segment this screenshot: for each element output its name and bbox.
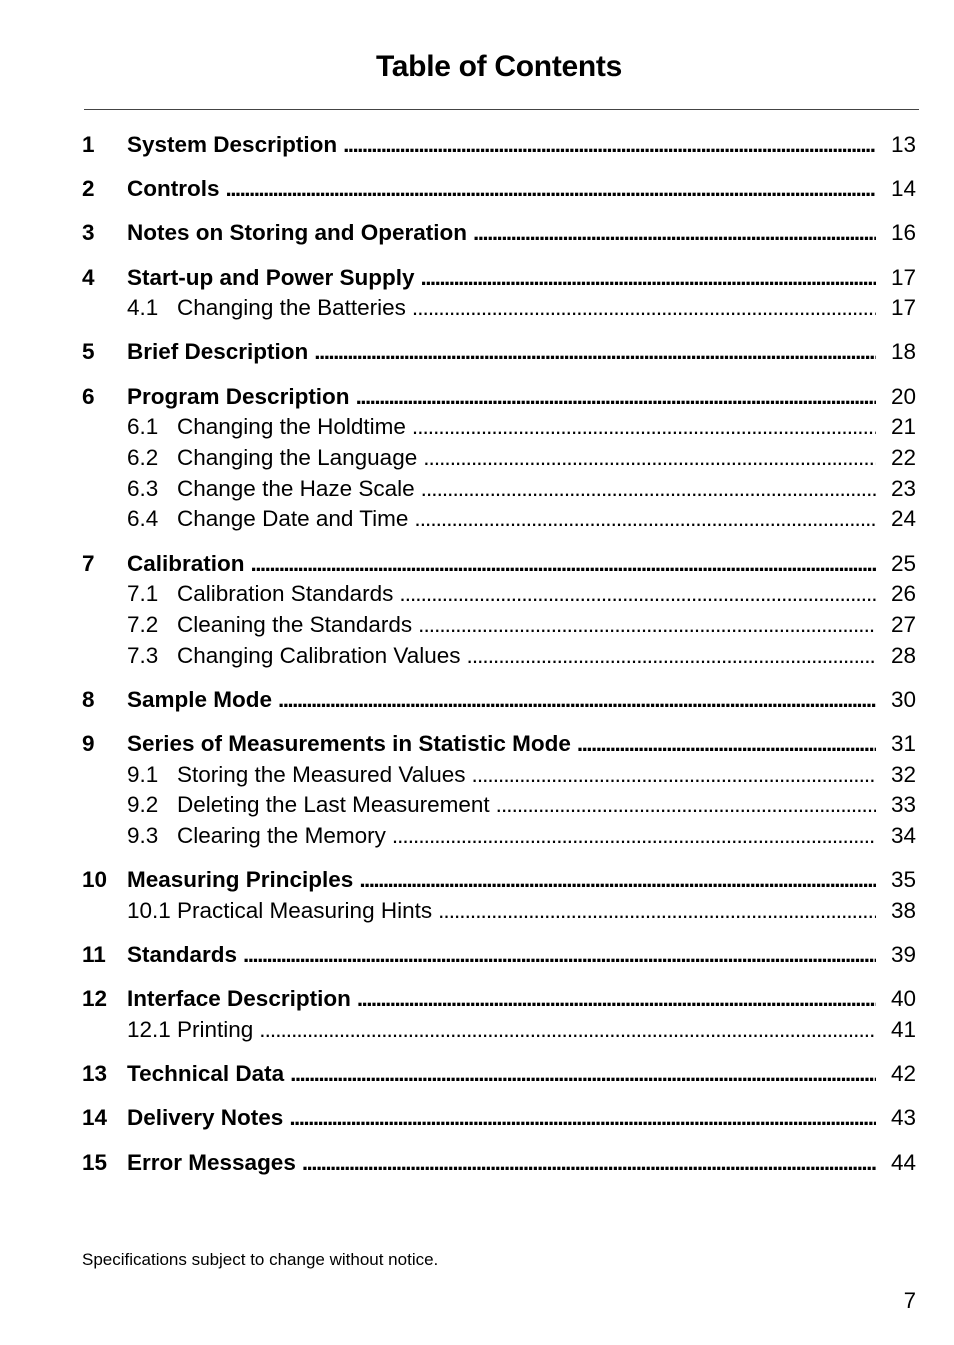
toc-label-wrap [127, 1148, 876, 1179]
toc-entry-section[interactable] [82, 579, 916, 610]
page-title: Table of Contents [375, 50, 622, 83]
toc-entry-chapter[interactable] [82, 263, 916, 294]
dot-leader [359, 865, 876, 896]
toc-entry-title: Start-up and Power Supply [127, 264, 415, 290]
dot-leader [577, 729, 876, 760]
toc-section-number: 6.2 [127, 445, 159, 470]
toc-entry-section[interactable] [82, 293, 916, 324]
toc-entry-chapter[interactable] [82, 1059, 916, 1090]
toc-label-wrap [127, 1059, 876, 1090]
toc-section-number: 7.2 [127, 611, 159, 637]
dot-leader [392, 821, 876, 852]
toc-entry-section[interactable] [82, 412, 916, 443]
toc-entry-chapter[interactable] [82, 729, 916, 760]
toc-chapter-number: 10 [82, 867, 108, 893]
toc-label-wrap [127, 984, 876, 1015]
toc-entry-section[interactable] [82, 790, 916, 821]
toc-entry-title: Error Messages [127, 1149, 296, 1175]
toc-page-number: 27 [890, 611, 916, 637]
dot-leader [259, 1015, 876, 1046]
toc-label-wrap [127, 474, 876, 505]
toc-entry-title: Technical Data [127, 1061, 285, 1087]
toc-section-number: 7.1 [127, 581, 159, 607]
toc-entry-title: Changing the Holdtime [177, 414, 406, 440]
toc-page-number: 33 [890, 792, 916, 818]
dot-leader [421, 263, 876, 294]
toc-page-number: 16 [890, 220, 916, 246]
dot-leader [412, 293, 876, 324]
toc-page-number: 17 [890, 264, 916, 290]
toc-page-number: 25 [890, 550, 916, 576]
toc-chapter-number: 8 [82, 686, 95, 712]
dot-leader [412, 412, 876, 443]
toc-entry-chapter[interactable] [82, 549, 916, 580]
toc-chapter-number: 12 [82, 986, 108, 1012]
toc-label-wrap [127, 641, 876, 672]
toc-page-number: 43 [890, 1105, 916, 1131]
toc-label-wrap [127, 760, 876, 791]
toc-entry-section[interactable] [82, 504, 916, 535]
toc-label-wrap [127, 729, 876, 760]
toc-page-number: 28 [890, 642, 916, 668]
toc-page-number: 21 [890, 414, 916, 440]
toc-chapter-number: 5 [82, 339, 95, 365]
dot-leader [473, 218, 876, 249]
toc-label-wrap [127, 821, 876, 852]
toc-entry-title: Changing Calibration Values [177, 642, 461, 668]
toc-page-number: 42 [890, 1061, 916, 1087]
toc-page-number: 17 [890, 295, 916, 321]
toc-label-wrap [127, 940, 876, 971]
dot-leader [496, 790, 876, 821]
toc-section-number: 9.1 [127, 761, 159, 787]
toc-page-number: 35 [890, 867, 916, 893]
toc-page-number: 30 [890, 686, 916, 712]
dot-leader [314, 337, 876, 368]
toc-entry-chapter[interactable] [82, 174, 916, 205]
toc-page-number: 40 [890, 986, 916, 1012]
toc-entry-section[interactable] [82, 610, 916, 641]
toc-label-wrap [127, 504, 876, 535]
toc-chapter-number: 4 [82, 264, 95, 290]
toc-entry-section[interactable] [82, 474, 916, 505]
toc-entry-title: Cleaning the Standards [177, 611, 413, 637]
toc-page-number: 18 [890, 339, 916, 365]
toc-entry-title: Calibration [127, 550, 245, 576]
toc-label-wrap [127, 1015, 876, 1046]
toc-entry-chapter[interactable] [82, 940, 916, 971]
toc-entry-chapter[interactable] [82, 984, 916, 1015]
toc-page-number: 41 [890, 1017, 916, 1042]
dot-leader [243, 940, 876, 971]
toc-label-wrap [127, 549, 876, 580]
toc-entry-chapter[interactable] [82, 865, 916, 896]
toc-entry-title: Brief Description [127, 339, 309, 365]
toc-page-number: 24 [890, 506, 916, 532]
toc-label-wrap [127, 790, 876, 821]
toc-page-number: 44 [890, 1149, 916, 1175]
toc-entry-section[interactable] [82, 821, 916, 852]
toc-page-number: 38 [890, 897, 916, 923]
toc-entry-chapter[interactable] [82, 337, 916, 368]
toc-label-wrap [127, 1103, 876, 1134]
toc-section-number: 7.3 [127, 642, 159, 668]
toc-entry-section[interactable] [82, 443, 916, 474]
dot-leader [290, 1059, 876, 1090]
toc-entry-section[interactable] [82, 760, 916, 791]
toc-entry-title: Practical Measuring Hints [177, 897, 433, 923]
toc-page-number: 39 [890, 942, 916, 968]
toc-chapter-number: 13 [82, 1061, 108, 1087]
toc-entry-title: Storing the Measured Values [177, 761, 466, 787]
toc-section-number: 9.2 [127, 792, 159, 818]
title-divider [84, 109, 919, 110]
toc-page-number: 34 [890, 823, 916, 849]
toc-entry-title: System Description [127, 132, 338, 157]
toc-entry-title: Calibration Standards [177, 581, 394, 607]
toc-entry-chapter[interactable] [82, 685, 916, 716]
toc-chapter-number: 1 [82, 132, 95, 157]
toc-section-number: 6.1 [127, 414, 159, 440]
toc-chapter-number: 2 [82, 176, 95, 202]
toc-entry-chapter[interactable] [82, 1148, 916, 1179]
toc-chapter-number: 6 [82, 383, 95, 409]
dot-leader [302, 1148, 876, 1179]
toc-label-wrap [127, 579, 876, 610]
toc-entry-title: Change the Haze Scale [177, 475, 415, 501]
toc-page-number: 26 [890, 581, 916, 607]
toc-chapter-number: 11 [82, 942, 106, 968]
toc-label-wrap [127, 382, 876, 413]
toc-entry-title: Program Description [127, 383, 350, 409]
toc-page-number: 20 [890, 383, 916, 409]
toc-entry-chapter[interactable] [82, 218, 916, 249]
dot-leader [226, 174, 877, 205]
toc-page-number: 13 [890, 132, 916, 157]
toc-page-number: 32 [890, 761, 916, 787]
dot-leader [418, 610, 876, 641]
toc-entry-section[interactable] [82, 1015, 916, 1046]
toc-entry-title: Printing [177, 1017, 254, 1042]
toc-label-wrap [127, 130, 876, 161]
dot-leader [357, 984, 876, 1015]
toc-label-wrap [127, 263, 876, 294]
toc-entry-title: Changing the Language [177, 445, 418, 470]
toc-entry-title: Series of Measurements in Statistic Mode [127, 731, 571, 756]
toc-label-wrap [127, 174, 876, 205]
toc-entry-title: Clearing the Memory [177, 823, 386, 849]
toc-label-wrap [127, 337, 876, 368]
dot-leader [289, 1103, 876, 1134]
dot-leader [356, 382, 876, 413]
toc-label-wrap [127, 685, 876, 716]
toc-chapter-number: 3 [82, 220, 95, 246]
toc-label-wrap [127, 610, 876, 641]
toc-section-number: 4.1 [127, 295, 159, 321]
toc-chapter-number: 7 [82, 550, 95, 576]
dot-leader [467, 641, 876, 672]
toc-entry-title: Delivery Notes [127, 1105, 284, 1131]
toc-entry-title: Change Date and Time [177, 506, 409, 532]
toc-label-wrap [127, 865, 876, 896]
toc-entry-title: Changing the Batteries [177, 295, 406, 321]
toc-entry-chapter[interactable] [82, 382, 916, 413]
dot-leader [421, 474, 876, 505]
toc-section-number: 9.3 [127, 823, 159, 849]
toc-section-number: 12.1 [127, 1017, 171, 1042]
toc-label-wrap [127, 218, 876, 249]
dot-leader [399, 579, 876, 610]
toc-entry-title: Controls [127, 176, 220, 202]
dot-leader [438, 896, 876, 927]
toc-page-number: 22 [890, 445, 916, 470]
toc-entry-title: Sample Mode [127, 686, 273, 712]
toc-chapter-number: 14 [82, 1105, 108, 1131]
footnote: Specifications subject to change without notice. [82, 1250, 439, 1269]
dot-leader [423, 443, 876, 474]
toc-section-number: 10.1 [127, 897, 171, 923]
toc-entry-section[interactable] [82, 641, 916, 672]
toc-entry-chapter[interactable] [82, 1103, 916, 1134]
dot-leader [278, 685, 876, 716]
toc-section-number: 6.4 [127, 506, 159, 532]
toc-entry-title: Standards [127, 942, 238, 968]
page-number: 7 [903, 1288, 916, 1313]
toc-entry-chapter[interactable] [82, 130, 916, 161]
toc-label-wrap [127, 412, 876, 443]
toc-chapter-number: 9 [82, 731, 95, 756]
toc-entry-title: Measuring Principles [127, 867, 354, 893]
toc-label-wrap [127, 443, 876, 474]
toc-section-number: 6.3 [127, 475, 159, 501]
toc-page-number: 31 [890, 731, 916, 756]
toc-list [82, 130, 916, 1178]
dot-leader [414, 504, 876, 535]
toc-page-number: 14 [890, 176, 916, 202]
toc-chapter-number: 15 [82, 1149, 108, 1175]
dot-leader [472, 760, 876, 791]
dot-leader [343, 130, 876, 161]
toc-entry-title: Deleting the Last Measurement [177, 792, 490, 818]
toc-label-wrap [127, 293, 876, 324]
toc-label-wrap [127, 896, 876, 927]
dot-leader [251, 549, 876, 580]
toc-entry-title: Interface Description [127, 986, 351, 1012]
toc-entry-title: Notes on Storing and Operation [127, 220, 468, 246]
toc-page-number: 23 [890, 475, 916, 501]
toc-entry-section[interactable] [82, 896, 916, 927]
